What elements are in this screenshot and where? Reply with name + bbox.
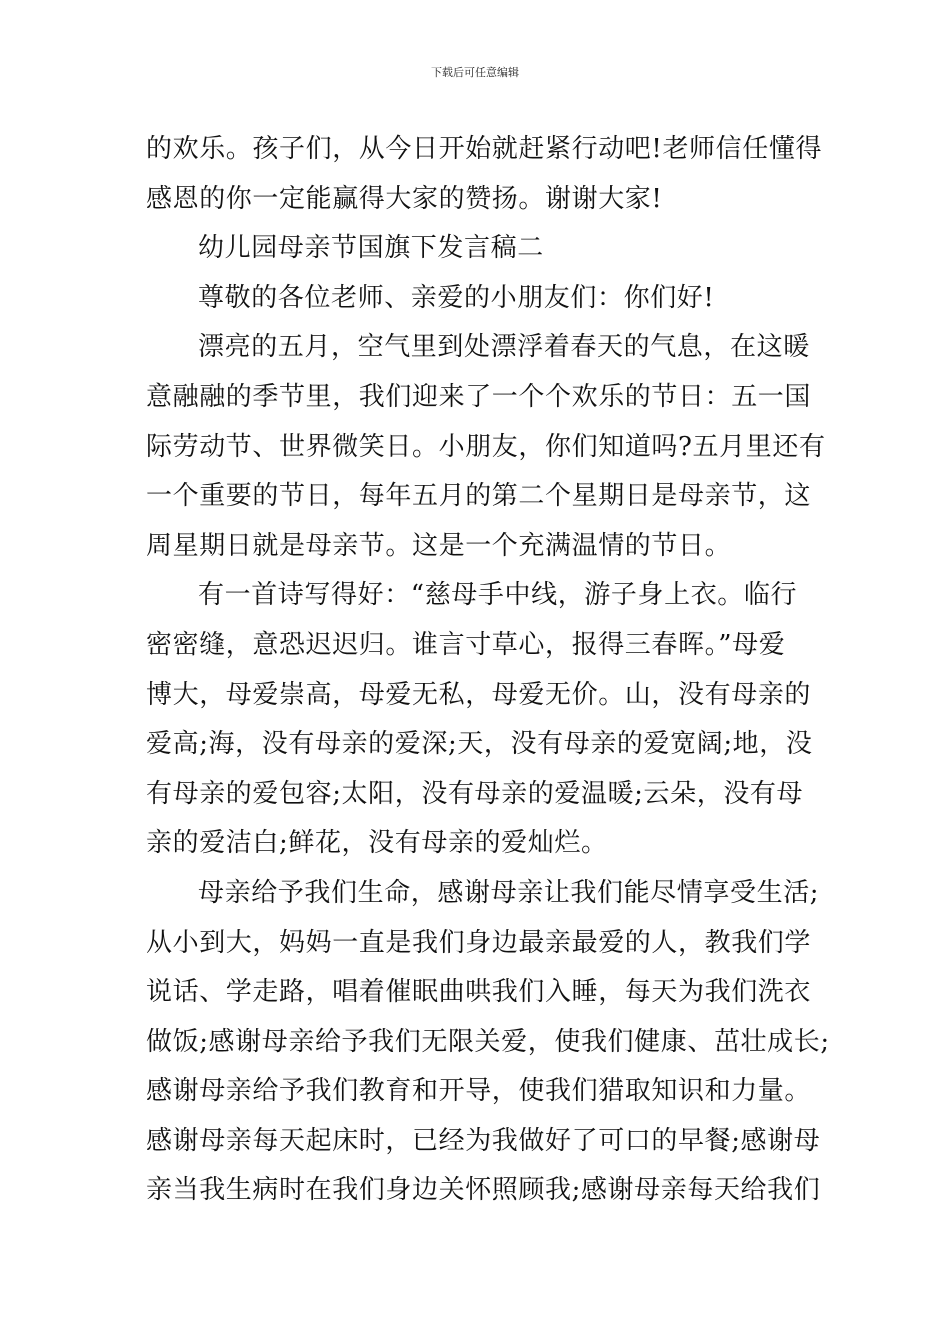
text-line: 周星期日就是母亲节。这是一个充满温情的节日。 bbox=[146, 530, 732, 561]
text-line: 说话、学走路，唱着催眠曲哄我们入睡，每天为我们洗衣 bbox=[146, 977, 812, 1008]
text-line: 感谢母亲给予我们教育和开导，使我们猎取知识和力量。 bbox=[146, 1076, 812, 1107]
text-line: 感谢母亲每天起床时，已经为我做好了可口的早餐;感谢母 bbox=[146, 1125, 821, 1156]
text-line: 从小到大，妈妈一直是我们身边最亲最爱的人，教我们学 bbox=[146, 927, 812, 958]
text-line: 母亲给予我们生命，感谢母亲让我们能尽情享受生活; bbox=[198, 877, 820, 908]
text-line: 爱高;海，没有母亲的爱深;天，没有母亲的爱宽阔;地，没 bbox=[146, 729, 813, 760]
text-line: 漂亮的五月，空气里到处漂浮着春天的气息，在这暖 bbox=[198, 332, 810, 363]
page-header: 下载后可任意编辑 bbox=[431, 66, 519, 79]
text-line: 感恩的你一定能赢得大家的赞扬。谢谢大家! bbox=[146, 183, 663, 214]
text-line: 意融融的季节里，我们迎来了一个个欢乐的节日：五一国 bbox=[146, 381, 812, 412]
text-line: 有一首诗写得好：“慈母手中线，游子身上衣。临行 bbox=[198, 580, 798, 611]
text-line: 做饭;感谢母亲给予我们无限关爱，使我们健康、茁壮成长; bbox=[146, 1026, 830, 1057]
text-line: 有母亲的爱包容;太阳，没有母亲的爱温暖;云朵，没有母 bbox=[146, 778, 804, 809]
text-line: 一个重要的节日，每年五月的第二个星期日是母亲节，这 bbox=[146, 481, 812, 512]
text-line: 际劳动节、世界微笑日。小朋友，你们知道吗?五月里还有 bbox=[146, 431, 826, 462]
text-line: 博大，母爱崇高，母爱无私，母爱无价。山，没有母亲的 bbox=[146, 679, 812, 710]
text-line: 亲的爱洁白;鲜花，没有母亲的爱灿烂。 bbox=[146, 828, 608, 859]
text-line: 亲当我生病时在我们身边关怀照顾我;感谢母亲每天给我们 bbox=[146, 1175, 821, 1206]
greeting-line: 尊敬的各位老师、亲爱的小朋友们：你们好! bbox=[198, 282, 715, 313]
section-title: 幼儿园母亲节国旗下发言稿二 bbox=[198, 233, 544, 264]
document-body bbox=[146, 125, 830, 1216]
text-line: 的欢乐。孩子们，从今日开始就赶紧行动吧!老师信任懂得 bbox=[146, 134, 823, 164]
text-line: 密密缝，意恐迟迟归。谁言寸草心，报得三春晖。”母爱 bbox=[146, 629, 786, 660]
